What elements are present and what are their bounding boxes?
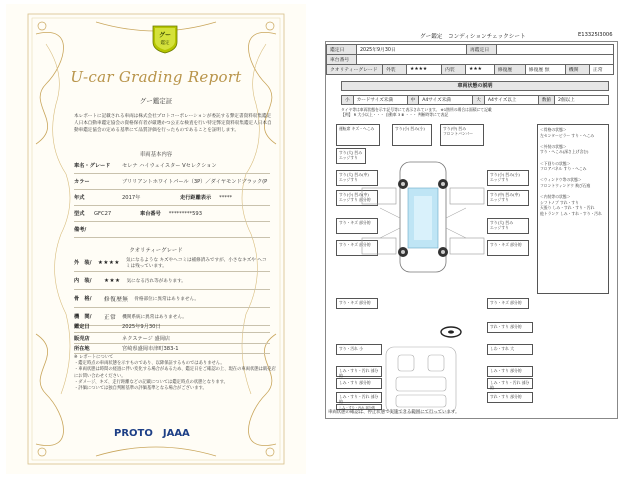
size-desc: A4サイズ以上 [485, 96, 539, 104]
quality-label: 機 関/ [74, 314, 92, 320]
interior-box: しみ・すり 部分的 [487, 366, 533, 377]
damage-box: すり(小) 凹み(小) エッジすり [487, 170, 529, 186]
interior-box: しみ・すり・汚れ 部分的 [336, 366, 382, 377]
size-key: 小 [342, 96, 354, 104]
damage-box: すり(中) 凹み フロントバンパー [440, 124, 484, 146]
size-desc: カードサイズ未満 [354, 96, 408, 104]
shop-value: ネクステージ 盛岡店 [122, 335, 171, 342]
color-label: カラー [74, 179, 90, 185]
interior-box: しみ・すり・汚れ 部分的 [336, 392, 382, 403]
damage-box: すり(大) 凹み エッジすり [487, 218, 529, 234]
mileage-value: ***** [219, 194, 233, 201]
steering-wheel-icon [440, 326, 462, 338]
ext-value: ★★★★ [407, 65, 442, 75]
reappraisal-label: 再鑑定日 [467, 45, 497, 55]
appraisal-date-label: 鑑定日 [74, 324, 90, 330]
size-desc: 2個以上 [558, 98, 575, 103]
vehicle-section-title: 車両基本内容 [139, 152, 173, 158]
interior-box: すり・汚れ 小 [336, 344, 382, 355]
notes-label: 備考/ [74, 227, 87, 233]
car-name-row [74, 158, 270, 174]
chassis-label: 車台番号 [140, 211, 161, 217]
model-value: GFC27 [94, 210, 112, 217]
address-label: 所在地 [74, 346, 90, 352]
quality-text: 気になるような キズやヘコミは補修済みですが、小さなキズや ヘコミは残っています。 [125, 257, 267, 269]
quality-stars: ★★★ [104, 277, 121, 284]
frame-value: 修復歴 無 [525, 65, 565, 75]
footer-logos [114, 428, 190, 439]
notes-row [74, 222, 270, 238]
size-desc: A4サイズ未満 [419, 96, 473, 104]
quality-stars: 修復歴無 [104, 296, 129, 303]
jaaa-logo: JAAA [162, 428, 190, 439]
svg-text:鑑定: 鑑定 [160, 41, 170, 46]
model-row [74, 206, 270, 222]
shop-label: 販売店 [74, 335, 90, 342]
svg-text:グー: グー [158, 32, 172, 39]
condition-summary: ＜骨格の状態＞ 左センターピラー すり・へこみ ＜外装の状態＞ すり・へこみ(深さ上げ含む) ＜下回りの状態＞ フロアパネル すり・へこみ ＜ウィンドウ等の状態＞ フロントウィンドウ 飛び石痕 ＜内装等の状態＞ シフトノブ すれ・すり 天張り しみ・すれ・すり・汚れ 他トランク しみ・すれ・すり・汚れ [537, 124, 609, 294]
appraisal-date-value: 2025年9月30日 [357, 45, 467, 55]
car-name-label: 車名・グレード [74, 163, 111, 169]
quality-stars: ★★★★ [97, 259, 120, 266]
grade-label: クオリティーグレード [327, 65, 383, 75]
year-value: 2017年 [122, 195, 141, 201]
appraisal-date-label: 鑑定日 [327, 45, 357, 55]
damage-box: すり(小) 凹み(中) エッジすり 部分的 [336, 190, 378, 206]
interior-box: しみ・すり 部分的 [336, 378, 382, 389]
shop-row [74, 333, 270, 344]
quality-stars: 正常 [104, 314, 117, 321]
certificate-subtitle: グー鑑定証 [139, 97, 173, 105]
car-name-value: セレナ ハイウェイスター Vセレクション [122, 163, 217, 169]
damage-box: すり・キズ 部分的 [487, 240, 529, 256]
damage-box: すり・キズ 部分的 [336, 240, 378, 256]
size-key: 中 [408, 96, 420, 104]
quality-label: 外 装/ [74, 260, 92, 266]
year-label: 年式 [74, 195, 85, 201]
sheet-title: グー鑑定 コンディションチェックシート [420, 34, 526, 40]
car-exterior-diagram [360, 148, 486, 288]
interior-box: すれ・すり 部分的 [487, 392, 533, 403]
certificate-panel [6, 4, 306, 474]
damage-box: すり(大) 凹み(中) エッジすり [336, 170, 378, 186]
size-key: 数値 [539, 96, 555, 104]
interior-box: すれ・すり 部分的 [487, 322, 533, 333]
size-legend [341, 95, 609, 105]
quality-frame-row [74, 290, 270, 308]
report-notes: ※ レポートについて ・鑑定時点の車両状態を示すものであり、以降保証するものではありません。 ・車両状態は時間の経過に伴い変化する場合があるため、鑑定日をご確認の上、現在の車両状態は販売店にお問い合わせください。 ・ダメージ、キズ、走行距離などの記載については鑑定時点の状態となります。 ・評価については独自判断基準の評価基準となる場合がございます。 [74, 355, 276, 392]
interior-box: しわ・すれ 大 [487, 344, 533, 355]
appraisal-date-row [74, 321, 270, 333]
grade-row [326, 64, 614, 75]
damage-box: すり(中) 凹み(中) エッジすり [487, 190, 529, 206]
damage-box: すり・キズ 部分的 [487, 298, 529, 309]
mileage-label: 走行距離表示 [180, 195, 212, 201]
interior-box: しみ・すり・汚れ 部分的 [336, 404, 382, 410]
chassis-value [357, 55, 614, 65]
quality-label: 内 装/ [74, 278, 92, 284]
quality-interior-row [74, 272, 270, 290]
brand-title: U-car Grading Report [70, 68, 242, 86]
int-value: ★★★ [466, 65, 495, 75]
damage-box: 運転席 キズ・へこみ [336, 124, 380, 146]
quality-text: 気になる汚れ等があります。 [126, 278, 186, 284]
engine-label: 機関 [565, 65, 589, 75]
int-label: 内装 [442, 65, 466, 75]
model-label: 型式 [74, 211, 85, 217]
quality-section-title: クオリティーグレード [129, 248, 183, 254]
damage-box: すり・キズ 部分的 [336, 298, 378, 309]
quality-exterior-row [74, 254, 270, 272]
color-row [74, 174, 270, 190]
quality-text: 機関系統に異常はありません。 [122, 314, 187, 320]
frame-label: 修復歴 [494, 65, 525, 75]
sheet-code: E13325I3006 [578, 32, 613, 38]
address-value: 宮崎県盛岡市津町383-1 [122, 346, 179, 352]
damage-box: すり・キズ 部分的 [336, 218, 378, 234]
car-interior-diagram [366, 345, 476, 415]
certificate-intro: 本レポートに記載される車両は株式会社プロトコーポレーションが委託する弊定書資料収集鑑定人日本自動車鑑定協会の資格保有者が厳選かつ公正な検査を行い特定弊定資料収集鑑定人日本自動車鑑定協会の定める基準にて品質評価を行ったものであることを証明します。 [74, 114, 272, 133]
ext-label: 外装 [383, 65, 407, 75]
chassis-value: *********593 [168, 210, 203, 217]
year-row [74, 190, 270, 206]
reappraisal-value [497, 45, 614, 55]
damage-box: すり(大) 凹み エッジすり [336, 148, 366, 164]
interior-box: しみ・すり・汚れ 部分的 [487, 378, 533, 389]
sheet-footer: 車両状態の確認は、停止状態で実施できる範囲にて行っています。 [328, 410, 460, 415]
damage-box: すり(小) 凹み(小) [392, 124, 432, 146]
quality-text: 骨格部位に異常はありません。 [134, 296, 199, 302]
state-title: 車両状態の説明 [341, 81, 609, 91]
quality-label: 骨 格/ [74, 296, 92, 302]
engine-value: 正常 [589, 65, 613, 75]
address-row [74, 344, 270, 354]
proto-logo: PROTO [114, 428, 153, 439]
goo-kantei-logo [152, 24, 178, 54]
color-value: ブリリアントホワイトパール（3P）／ダイヤモンドブラック(P [122, 179, 268, 185]
appraisal-date-value: 2025年9月30日 [122, 324, 161, 330]
size-key: 大 [473, 96, 485, 104]
legend-text: タイヤ等は車両状態を示す記号等にて表示されています。 ※1箇所の場合は面積にて記載 【例】 R 大小以上・・・ 自動車 3 Ⅲ ・・・ 判断時等にて表記 [341, 107, 492, 117]
chassis-label: 車台番号 [327, 55, 357, 65]
